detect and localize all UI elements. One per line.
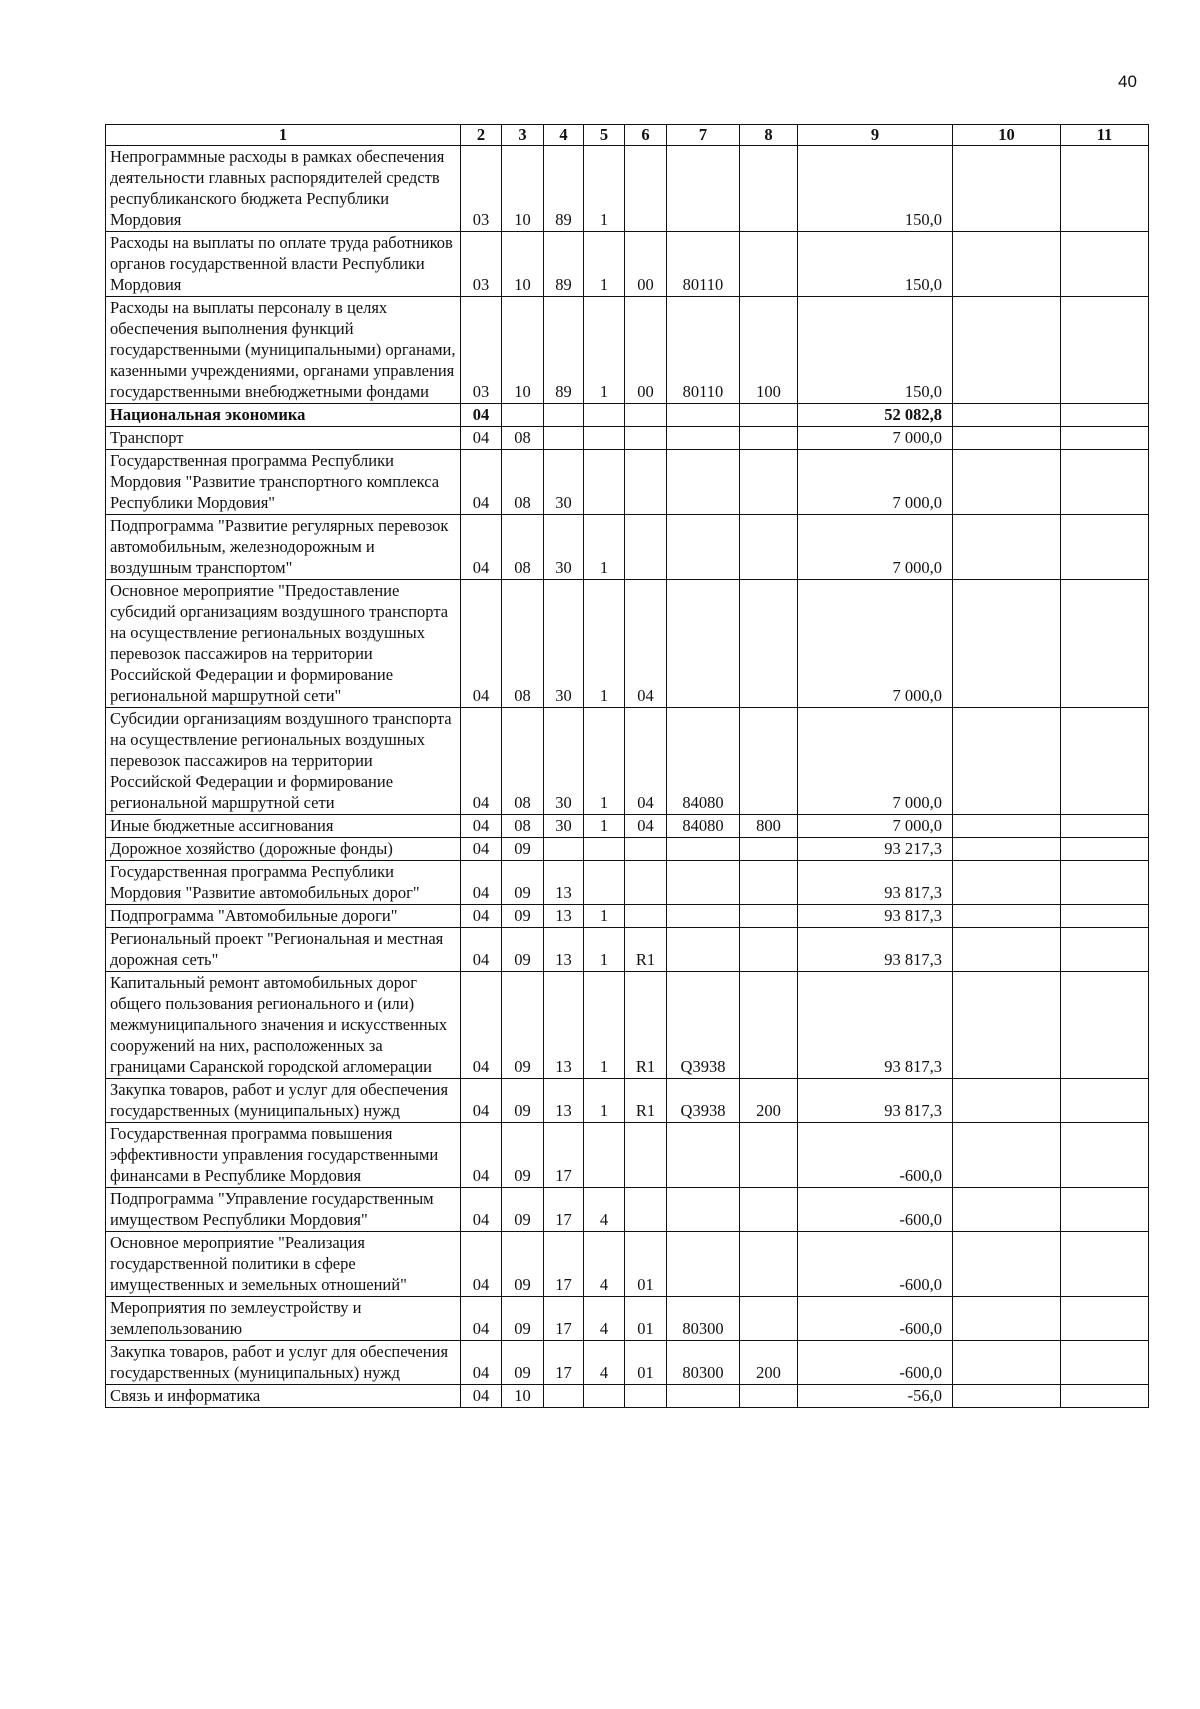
code-cell-11	[1061, 1232, 1149, 1297]
code-cell-10	[953, 427, 1061, 450]
code-cell-10	[953, 905, 1061, 928]
code-cell-3: 09	[502, 861, 544, 905]
code-cell-4	[544, 404, 584, 427]
code-cell-2: 03	[461, 232, 502, 297]
code-cell-2: 04	[461, 972, 502, 1079]
code-cell-11	[1061, 1123, 1149, 1188]
code-cell-11	[1061, 1297, 1149, 1341]
code-cell-8	[740, 972, 798, 1079]
table-row	[106, 580, 1149, 708]
code-cell-3: 09	[502, 1341, 544, 1385]
column-header-8: 8	[740, 125, 798, 146]
code-cell-8	[740, 1297, 798, 1341]
code-cell-10	[953, 404, 1061, 427]
code-cell-10	[953, 838, 1061, 861]
code-cell-3: 10	[502, 146, 544, 232]
table-row	[106, 972, 1149, 1079]
code-cell-3: 09	[502, 972, 544, 1079]
code-cell-10	[953, 450, 1061, 515]
code-cell-2: 04	[461, 1079, 502, 1123]
row-name-cell: Государственная программа повышения эффективности управления государственными финансами в Республике Мордовия	[106, 1123, 461, 1188]
code-cell-10	[953, 580, 1061, 708]
code-cell-2: 03	[461, 146, 502, 232]
code-cell-11	[1061, 146, 1149, 232]
code-cell-7	[667, 580, 740, 708]
code-cell-6	[625, 146, 667, 232]
code-cell-10	[953, 146, 1061, 232]
row-name-cell: Субсидии организациям воздушного транспорта на осуществление региональных воздушных перевозок пассажиров на территории Российской Федерации и формирование региональной маршрутной сети	[106, 708, 461, 815]
code-cell-11	[1061, 905, 1149, 928]
column-header-6: 6	[625, 125, 667, 146]
code-cell-6	[625, 404, 667, 427]
code-cell-11	[1061, 861, 1149, 905]
code-cell-7	[667, 861, 740, 905]
code-cell-2: 04	[461, 404, 502, 427]
code-cell-10	[953, 515, 1061, 580]
code-cell-11	[1061, 404, 1149, 427]
code-cell-3: 08	[502, 427, 544, 450]
code-cell-8	[740, 905, 798, 928]
code-cell-8	[740, 861, 798, 905]
amount-cell: -600,0	[798, 1232, 953, 1297]
code-cell-8	[740, 1123, 798, 1188]
code-cell-10	[953, 1079, 1061, 1123]
code-cell-11	[1061, 515, 1149, 580]
code-cell-10	[953, 1385, 1061, 1408]
code-cell-10	[953, 928, 1061, 972]
amount-cell: -600,0	[798, 1297, 953, 1341]
header-row	[106, 125, 1149, 146]
amount-cell: -600,0	[798, 1123, 953, 1188]
code-cell-8	[740, 1188, 798, 1232]
code-cell-11	[1061, 1341, 1149, 1385]
row-name-cell: Закупка товаров, работ и услуг для обеспечения государственных (муниципальных) нужд	[106, 1341, 461, 1385]
code-cell-10	[953, 1341, 1061, 1385]
code-cell-5	[584, 1385, 625, 1408]
code-cell-7	[667, 146, 740, 232]
amount-cell: 7 000,0	[798, 580, 953, 708]
budget-table	[105, 124, 1149, 1408]
code-cell-8: 800	[740, 815, 798, 838]
code-cell-4: 17	[544, 1232, 584, 1297]
column-header-7: 7	[667, 125, 740, 146]
amount-cell: 7 000,0	[798, 515, 953, 580]
code-cell-5	[584, 838, 625, 861]
code-cell-10	[953, 1188, 1061, 1232]
table-row	[106, 1341, 1149, 1385]
code-cell-6	[625, 1123, 667, 1188]
table-row	[106, 1188, 1149, 1232]
row-name-cell: Основное мероприятие "Предоставление субсидий организациям воздушного транспорта на осуществление региональных воздушных перевозок пассажиров на территории Российской Федерации и формирование региональной маршрутной сети"	[106, 580, 461, 708]
code-cell-4: 13	[544, 861, 584, 905]
code-cell-5: 1	[584, 515, 625, 580]
code-cell-6: 04	[625, 815, 667, 838]
code-cell-7	[667, 1232, 740, 1297]
row-name-cell: Региональный проект "Региональная и местная дорожная сеть"	[106, 928, 461, 972]
table-body	[106, 146, 1149, 1408]
code-cell-2: 04	[461, 708, 502, 815]
code-cell-3	[502, 404, 544, 427]
amount-cell: 93 817,3	[798, 905, 953, 928]
code-cell-6: 01	[625, 1232, 667, 1297]
row-name-cell: Подпрограмма "Автомобильные дороги"	[106, 905, 461, 928]
code-cell-4: 13	[544, 1079, 584, 1123]
code-cell-5: 4	[584, 1297, 625, 1341]
table-row	[106, 1123, 1149, 1188]
code-cell-6	[625, 905, 667, 928]
code-cell-3: 09	[502, 905, 544, 928]
amount-cell: 93 817,3	[798, 928, 953, 972]
code-cell-3: 09	[502, 1297, 544, 1341]
code-cell-2: 04	[461, 1188, 502, 1232]
code-cell-11	[1061, 450, 1149, 515]
code-cell-6: R1	[625, 928, 667, 972]
code-cell-4	[544, 427, 584, 450]
row-name-cell: Государственная программа Республики Мордовия "Развитие автомобильных дорог"	[106, 861, 461, 905]
code-cell-3: 09	[502, 1079, 544, 1123]
code-cell-5: 1	[584, 972, 625, 1079]
code-cell-5: 1	[584, 708, 625, 815]
column-header-3: 3	[502, 125, 544, 146]
code-cell-11	[1061, 297, 1149, 404]
code-cell-3: 09	[502, 1188, 544, 1232]
amount-cell: 93 817,3	[798, 861, 953, 905]
code-cell-2: 04	[461, 580, 502, 708]
table-row	[106, 928, 1149, 972]
table-row	[106, 815, 1149, 838]
code-cell-8	[740, 1232, 798, 1297]
code-cell-6	[625, 1385, 667, 1408]
code-cell-10	[953, 972, 1061, 1079]
code-cell-5	[584, 1123, 625, 1188]
row-name-cell: Национальная экономика	[106, 404, 461, 427]
code-cell-10	[953, 297, 1061, 404]
code-cell-5: 1	[584, 297, 625, 404]
code-cell-7: 80110	[667, 232, 740, 297]
code-cell-2: 04	[461, 1123, 502, 1188]
code-cell-5	[584, 427, 625, 450]
code-cell-11	[1061, 838, 1149, 861]
code-cell-4: 30	[544, 450, 584, 515]
table-row	[106, 708, 1149, 815]
code-cell-3: 09	[502, 838, 544, 861]
row-name-cell: Основное мероприятие "Реализация государственной политики в сфере имущественных и земельных отношений"	[106, 1232, 461, 1297]
code-cell-5: 1	[584, 815, 625, 838]
code-cell-7	[667, 450, 740, 515]
code-cell-3: 09	[502, 1232, 544, 1297]
code-cell-4: 30	[544, 815, 584, 838]
code-cell-11	[1061, 427, 1149, 450]
amount-cell: 150,0	[798, 146, 953, 232]
code-cell-10	[953, 1297, 1061, 1341]
row-name-cell: Мероприятия по землеустройству и землепользованию	[106, 1297, 461, 1341]
code-cell-10	[953, 1123, 1061, 1188]
code-cell-6: R1	[625, 1079, 667, 1123]
code-cell-11	[1061, 1079, 1149, 1123]
code-cell-2: 04	[461, 1297, 502, 1341]
code-cell-7	[667, 427, 740, 450]
row-name-cell: Подпрограмма "Развитие регулярных перевозок автомобильным, железнодорожным и воздушным транспортом"	[106, 515, 461, 580]
code-cell-7: 80300	[667, 1297, 740, 1341]
column-header-1: 1	[106, 125, 461, 146]
code-cell-7	[667, 838, 740, 861]
amount-cell: -600,0	[798, 1341, 953, 1385]
code-cell-5	[584, 861, 625, 905]
code-cell-6	[625, 838, 667, 861]
code-cell-4: 17	[544, 1123, 584, 1188]
code-cell-3: 10	[502, 232, 544, 297]
code-cell-11	[1061, 580, 1149, 708]
row-name-cell: Расходы на выплаты по оплате труда работников органов государственной власти Республики Мордовия	[106, 232, 461, 297]
table-row	[106, 1079, 1149, 1123]
code-cell-4: 30	[544, 580, 584, 708]
code-cell-2: 03	[461, 297, 502, 404]
code-cell-4	[544, 838, 584, 861]
code-cell-10	[953, 815, 1061, 838]
code-cell-3: 10	[502, 1385, 544, 1408]
table-row	[106, 905, 1149, 928]
code-cell-7	[667, 1188, 740, 1232]
code-cell-4: 30	[544, 708, 584, 815]
code-cell-8	[740, 146, 798, 232]
code-cell-3: 09	[502, 928, 544, 972]
row-name-cell: Связь и информатика	[106, 1385, 461, 1408]
table-row	[106, 1297, 1149, 1341]
amount-cell: 7 000,0	[798, 708, 953, 815]
code-cell-4: 13	[544, 905, 584, 928]
code-cell-4: 17	[544, 1341, 584, 1385]
code-cell-8	[740, 580, 798, 708]
amount-cell: 7 000,0	[798, 450, 953, 515]
code-cell-7: 80300	[667, 1341, 740, 1385]
amount-cell: 7 000,0	[798, 427, 953, 450]
code-cell-5	[584, 450, 625, 515]
code-cell-5	[584, 404, 625, 427]
code-cell-8: 200	[740, 1341, 798, 1385]
code-cell-5: 1	[584, 905, 625, 928]
code-cell-2: 04	[461, 1341, 502, 1385]
code-cell-4: 89	[544, 146, 584, 232]
code-cell-4: 89	[544, 297, 584, 404]
column-header-5: 5	[584, 125, 625, 146]
table-row	[106, 146, 1149, 232]
code-cell-3: 08	[502, 815, 544, 838]
column-header-2: 2	[461, 125, 502, 146]
code-cell-6: 04	[625, 580, 667, 708]
code-cell-6	[625, 427, 667, 450]
code-cell-8	[740, 427, 798, 450]
amount-cell: 93 817,3	[798, 1079, 953, 1123]
row-name-cell: Государственная программа Республики Мордовия "Развитие транспортного комплекса Республики Мордовия"	[106, 450, 461, 515]
code-cell-11	[1061, 815, 1149, 838]
code-cell-10	[953, 708, 1061, 815]
row-name-cell: Иные бюджетные ассигнования	[106, 815, 461, 838]
table-row	[106, 427, 1149, 450]
code-cell-2: 04	[461, 905, 502, 928]
row-name-cell: Расходы на выплаты персоналу в целях обеспечения выполнения функций государственными (муниципальными) органами, казенными учреждениями, органами управления государственными внебюджетными фондами	[106, 297, 461, 404]
page-number: 40	[1118, 72, 1137, 91]
amount-cell: 93 217,3	[798, 838, 953, 861]
amount-cell: -56,0	[798, 1385, 953, 1408]
code-cell-11	[1061, 232, 1149, 297]
code-cell-2: 04	[461, 515, 502, 580]
code-cell-8: 100	[740, 297, 798, 404]
code-cell-3: 10	[502, 297, 544, 404]
code-cell-6	[625, 861, 667, 905]
code-cell-8: 200	[740, 1079, 798, 1123]
row-name-cell: Капитальный ремонт автомобильных дорог общего пользования регионального и (или) межмуниципального значения и искусственных сооружений на них, расположенных за границами Саранской городской агломерации	[106, 972, 461, 1079]
code-cell-2: 04	[461, 815, 502, 838]
code-cell-2: 04	[461, 1232, 502, 1297]
amount-cell: 93 817,3	[798, 972, 953, 1079]
column-header-10: 10	[953, 125, 1061, 146]
code-cell-4: 89	[544, 232, 584, 297]
table-row	[106, 404, 1149, 427]
code-cell-8	[740, 404, 798, 427]
amount-cell: 52 082,8	[798, 404, 953, 427]
code-cell-4: 13	[544, 972, 584, 1079]
code-cell-10	[953, 1232, 1061, 1297]
amount-cell: 150,0	[798, 297, 953, 404]
code-cell-6: R1	[625, 972, 667, 1079]
code-cell-6	[625, 515, 667, 580]
code-cell-11	[1061, 708, 1149, 815]
column-header-4: 4	[544, 125, 584, 146]
code-cell-5: 4	[584, 1341, 625, 1385]
table-row	[106, 861, 1149, 905]
code-cell-5: 1	[584, 232, 625, 297]
row-name-cell: Закупка товаров, работ и услуг для обеспечения государственных (муниципальных) нужд	[106, 1079, 461, 1123]
table-row	[106, 297, 1149, 404]
amount-cell: 150,0	[798, 232, 953, 297]
table-row	[106, 515, 1149, 580]
row-name-cell: Транспорт	[106, 427, 461, 450]
code-cell-3: 08	[502, 515, 544, 580]
code-cell-4: 17	[544, 1297, 584, 1341]
code-cell-3: 08	[502, 708, 544, 815]
code-cell-8	[740, 1385, 798, 1408]
code-cell-8	[740, 838, 798, 861]
code-cell-7	[667, 1385, 740, 1408]
table-row	[106, 450, 1149, 515]
table-row	[106, 1385, 1149, 1408]
code-cell-7: Q3938	[667, 1079, 740, 1123]
code-cell-11	[1061, 1188, 1149, 1232]
amount-cell: 7 000,0	[798, 815, 953, 838]
code-cell-4	[544, 1385, 584, 1408]
code-cell-6: 01	[625, 1341, 667, 1385]
code-cell-6: 00	[625, 232, 667, 297]
code-cell-8	[740, 515, 798, 580]
code-cell-6: 00	[625, 297, 667, 404]
code-cell-7	[667, 1123, 740, 1188]
table-row	[106, 232, 1149, 297]
row-name-cell: Подпрограмма "Управление государственным имуществом Республики Мордовия"	[106, 1188, 461, 1232]
code-cell-5: 1	[584, 146, 625, 232]
code-cell-3: 08	[502, 450, 544, 515]
code-cell-7: Q3938	[667, 972, 740, 1079]
code-cell-11	[1061, 1385, 1149, 1408]
code-cell-3: 08	[502, 580, 544, 708]
code-cell-2: 04	[461, 450, 502, 515]
code-cell-7: 80110	[667, 297, 740, 404]
code-cell-7	[667, 905, 740, 928]
code-cell-7: 84080	[667, 708, 740, 815]
code-cell-5: 4	[584, 1188, 625, 1232]
code-cell-5: 1	[584, 1079, 625, 1123]
code-cell-8	[740, 708, 798, 815]
code-cell-8	[740, 450, 798, 515]
table-row	[106, 1232, 1149, 1297]
code-cell-8	[740, 928, 798, 972]
amount-cell: -600,0	[798, 1188, 953, 1232]
code-cell-7	[667, 404, 740, 427]
code-cell-5: 4	[584, 1232, 625, 1297]
column-header-9: 9	[798, 125, 953, 146]
code-cell-4: 17	[544, 1188, 584, 1232]
code-cell-6	[625, 1188, 667, 1232]
code-cell-2: 04	[461, 838, 502, 861]
code-cell-6	[625, 450, 667, 515]
code-cell-2: 04	[461, 1385, 502, 1408]
code-cell-3: 09	[502, 1123, 544, 1188]
row-name-cell: Непрограммные расходы в рамках обеспечения деятельности главных распорядителей средств республиканского бюджета Республики Мордовия	[106, 146, 461, 232]
code-cell-2: 04	[461, 427, 502, 450]
code-cell-4: 13	[544, 928, 584, 972]
code-cell-10	[953, 861, 1061, 905]
table-row	[106, 838, 1149, 861]
code-cell-11	[1061, 972, 1149, 1079]
code-cell-11	[1061, 928, 1149, 972]
code-cell-7	[667, 928, 740, 972]
code-cell-6: 04	[625, 708, 667, 815]
code-cell-5: 1	[584, 580, 625, 708]
code-cell-7	[667, 515, 740, 580]
code-cell-2: 04	[461, 928, 502, 972]
row-name-cell: Дорожное хозяйство (дорожные фонды)	[106, 838, 461, 861]
code-cell-6: 01	[625, 1297, 667, 1341]
code-cell-8	[740, 232, 798, 297]
code-cell-2: 04	[461, 861, 502, 905]
code-cell-4: 30	[544, 515, 584, 580]
column-header-11: 11	[1061, 125, 1149, 146]
code-cell-7: 84080	[667, 815, 740, 838]
code-cell-5: 1	[584, 928, 625, 972]
code-cell-10	[953, 232, 1061, 297]
